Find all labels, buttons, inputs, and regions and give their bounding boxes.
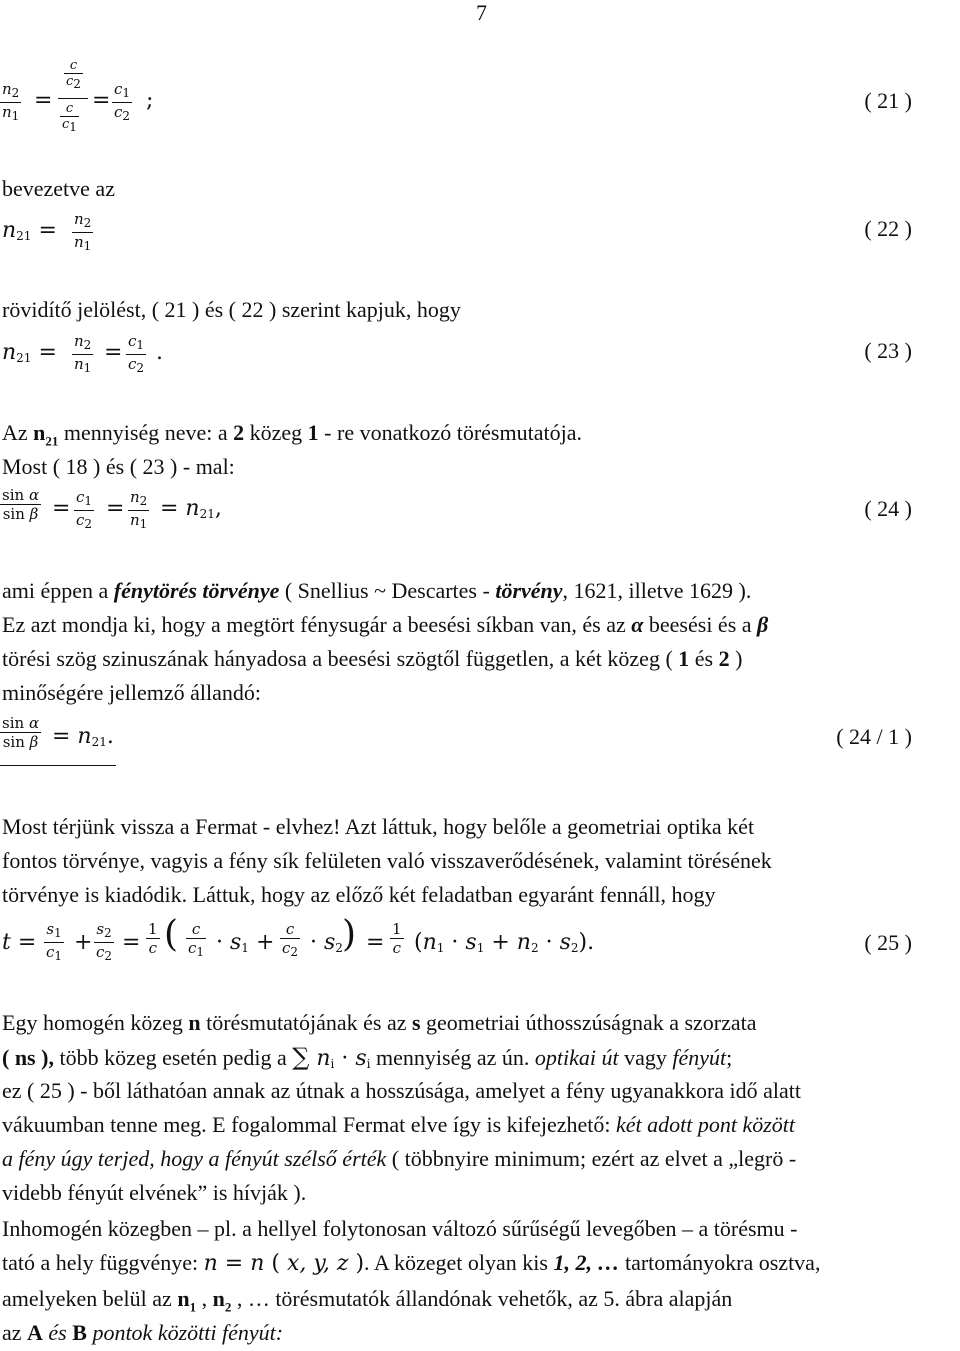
eq21-frac-c1-c2: $c_1$ $c_2$ — [114, 80, 131, 123]
text-line: az A és B pontok közötti fényút: — [2, 1320, 284, 1345]
eq22-lhs: $n_{21}$ = — [2, 218, 57, 243]
eq25-frac-1c-b: 1 c — [392, 920, 402, 957]
equals-sign: = — [92, 88, 111, 113]
eq21-frac-n2-n1: $n_2$ $n_1$ — [2, 80, 20, 123]
equation-label-23: ( 23 ) — [864, 338, 912, 363]
text-line: bevezetve az — [2, 176, 115, 201]
eq25-sum: $(n_1 \cdot s_1 + n_2 \cdot s_2)$. — [414, 930, 595, 955]
underline-rule — [0, 765, 116, 766]
text-line: Inhomogén közegben – pl. a hellyel folytonosan változó sűrűségű levegőben – a törésmu - — [2, 1216, 798, 1241]
eq241-frac-sin: sin α sin β — [2, 714, 40, 751]
equation-label-21: ( 21 ) — [864, 88, 912, 113]
equation-label-22: ( 22 ) — [864, 216, 912, 241]
page-number: 7 — [476, 0, 487, 25]
semicolon: ; — [146, 88, 154, 113]
eq21-main-bar — [58, 98, 88, 99]
text-line: törési szög szinuszának hányadosa a beesési szögtől független, a két közeg ( 1 és 2 ) — [2, 646, 743, 671]
eq24-frac-c: $c_1$ $c_2$ — [76, 488, 93, 531]
text-line: Ez azt mondja ki, hogy a megtört fénysugár a beesési síkban van, és az α beesési és a β — [2, 612, 769, 637]
text-line: törvénye is kiadódik. Láttuk, hogy az előző két feladatban egyaránt fennáll, hogy — [2, 882, 716, 907]
period: . — [156, 340, 163, 365]
eq24-frac-sin: sin α sin β — [2, 486, 40, 523]
equals-sign: = — [366, 930, 385, 955]
eq25-frac-1c: 1 c — [148, 920, 158, 957]
eq24-rhs: = $n_{21}$, — [160, 496, 222, 521]
eq25-frac-cc2: c $c_2$ — [282, 920, 299, 959]
eq24-frac-n: $n_2$ $n_1$ — [130, 488, 148, 531]
text-line: Most ( 18 ) és ( 23 ) - mal: — [2, 454, 235, 479]
text-line: a fény úgy terjed, hogy a fényút szélső érték ( többnyire minimum; ezért az elvet a „legrö - — [2, 1146, 797, 1171]
text-line: videbb fényút elvének” is hívják ). — [2, 1180, 307, 1205]
eq23-frac-c: $c_1$ $c_2$ — [128, 332, 145, 375]
text-line: tató a hely függvénye: n = n ( x, y, z ). A közeget olyan kis 1, 2, … tartományokra osztva, — [2, 1250, 821, 1276]
equation-label-25: ( 25 ) — [864, 930, 912, 955]
paren-left: ( — [164, 914, 179, 955]
eq21-compound-fraction — [58, 58, 88, 138]
text-line: ( ns ), több közeg esetén pedig a ∑ $n_i \cdot s_i$ mennyiség az ún. optikai út vagy fényút; — [2, 1043, 733, 1071]
text-line: fontos törvénye, vagyis a fény sík felületen való visszaverődésének, valamint törésének — [2, 848, 772, 873]
text-line: vákuumban tenne meg. E fogalommal Fermat elve így is kifejezhető: két adott pont között — [2, 1112, 796, 1137]
equals-sign: = — [122, 930, 141, 955]
equals-sign: = — [104, 340, 123, 365]
eq25-frac-cc1: c $c_1$ — [188, 920, 205, 959]
eq25-term-s2: · $s_2$ — [310, 930, 343, 955]
plus-sign: + — [74, 930, 93, 955]
text-line: ami éppen a fénytörés törvénye ( Snellius ~ Descartes - törvény, 1621, illetve 1629 ). — [2, 578, 752, 603]
text-line: ez ( 25 ) - ből láthatóan annak az útnak a hosszúsága, amelyet a fény ugyanakkora idő alatt — [2, 1078, 802, 1103]
equation-label-24: ( 24 ) — [864, 496, 912, 521]
eq23-lhs: $n_{21}$ = — [2, 340, 57, 365]
equals-sign: = — [52, 496, 71, 521]
paren-right: ) — [342, 914, 357, 955]
eq25-frac-s2c2: $s_2$ $c_2$ — [96, 920, 113, 963]
eq25-frac-s1c1: $s_1$ $c_1$ — [46, 920, 63, 963]
text-line: rövidítő jelölést, ( 21 ) és ( 22 ) szerint kapjuk, hogy — [2, 297, 461, 322]
eq25-lhs: t = — [2, 930, 37, 955]
equals-sign: = — [106, 496, 125, 521]
text-line: Az $n_{21}$ mennyiség neve: a 2 közeg 1 - re vonatkozó törésmutatója. — [2, 420, 582, 449]
text-line: Egy homogén közeg n törésmutatójának és az s geometriai úthosszúságnak a szorzata — [2, 1010, 757, 1035]
eq22-frac: $n_2$ $n_1$ — [74, 210, 92, 253]
eq23-frac-n: $n_2$ $n_1$ — [74, 332, 92, 375]
equals-sign: = — [34, 88, 53, 113]
equation-label-24-1: ( 24 / 1 ) — [836, 724, 912, 749]
text-line: minőségére jellemző állandó: — [2, 680, 262, 705]
eq21-bottom-c-frac: c c1 — [62, 101, 77, 134]
text-line: amelyeken belül az $n_1$ , $n_2$ , … törésmutatók állandónak vehetők, az 5. ábra alapján — [2, 1286, 733, 1315]
text-line: Most térjünk vissza a Fermat - elvhez! Azt láttuk, hogy belőle a geometriai optika két — [2, 814, 755, 839]
eq25-term-s1: · $s_1$ + — [216, 930, 275, 955]
eq241-rhs: = $n_{21}$. — [52, 724, 114, 749]
eq21-top-c-frac: c c2 — [66, 58, 81, 91]
